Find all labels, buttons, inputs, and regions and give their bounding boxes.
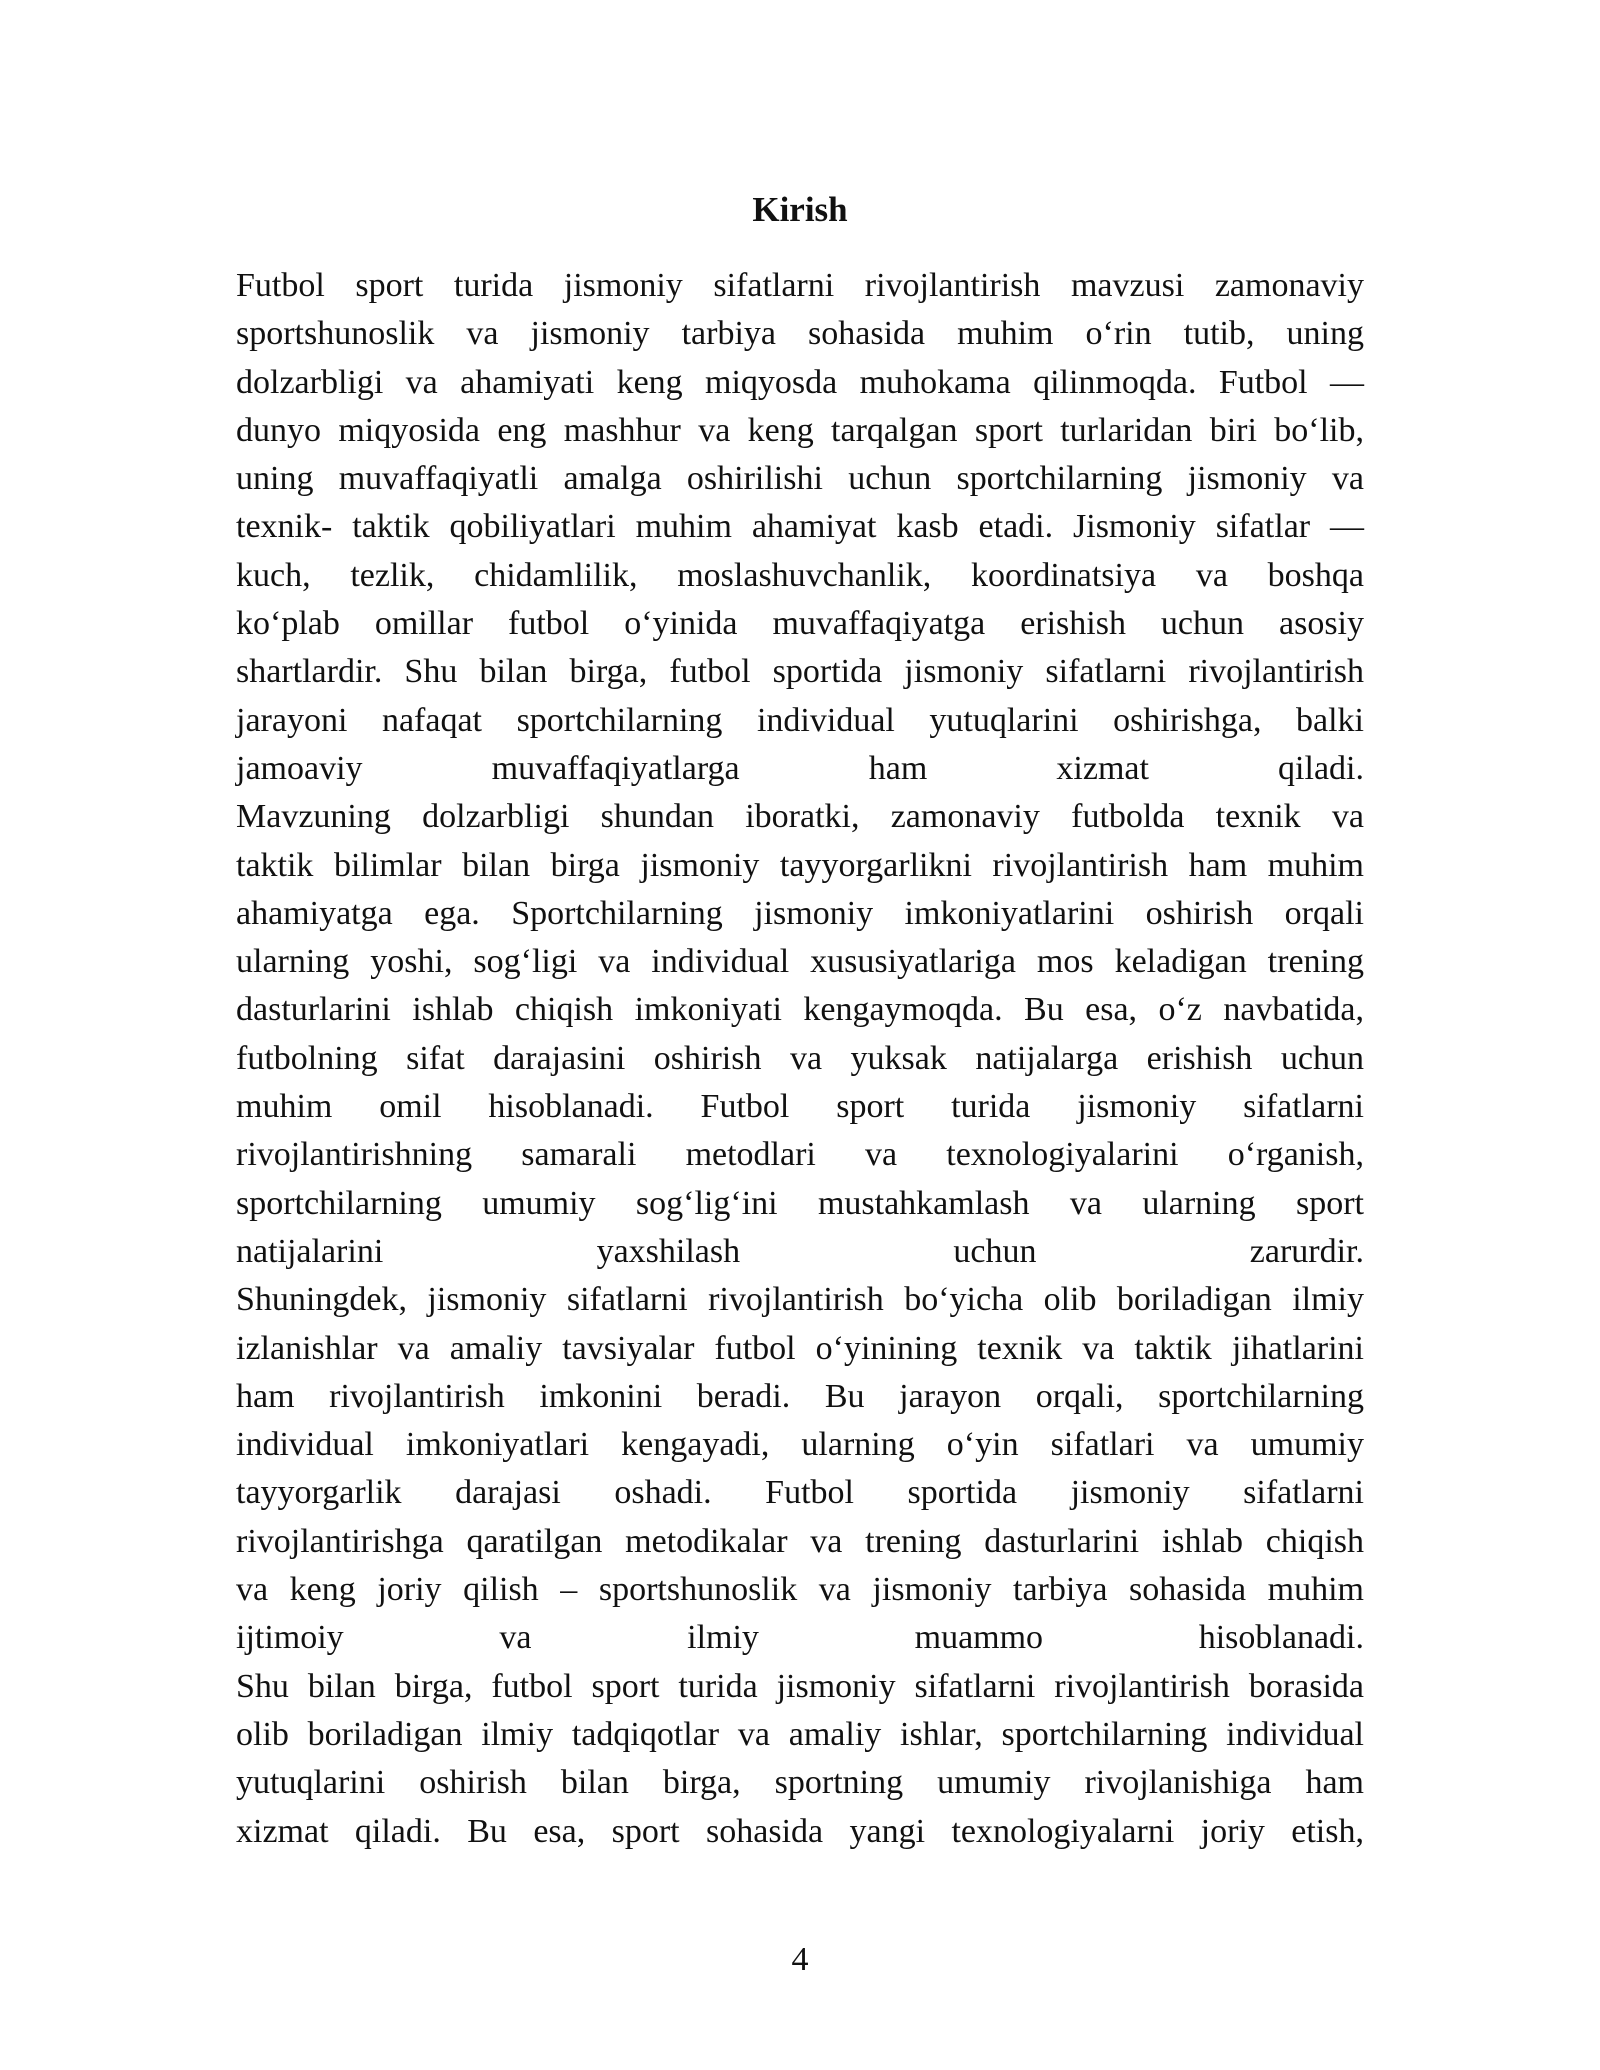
text-line: rivojlantirishning samarali metodlari va texnologiyalarini o‘rganish,: [236, 1136, 1364, 1174]
page-number: 4: [791, 1941, 809, 1978]
text-line: Shu bilan birga, futbol sport turida jismoniy sifatlarni rivojlantirish borasida: [236, 1667, 1364, 1705]
text-line: sportshunoslik va jismoniy tarbiya sohasida muhim o‘rin tutib, uning: [236, 315, 1364, 353]
text-line: va keng joriy qilish – sportshunoslik va jismoniy tarbiya sohasida muhim: [236, 1571, 1364, 1609]
text-line: izlanishlar va amaliy tavsiyalar futbol o‘yinining texnik va taktik jihatlarini: [236, 1329, 1364, 1367]
text-line: ham rivojlantirish imkonini beradi. Bu jarayon orqali, sportchilarning: [236, 1377, 1364, 1415]
text-line: tayyorgarlik darajasi oshadi. Futbol sportida jismoniy sifatlarni: [236, 1474, 1364, 1512]
text-line: olib boriladigan ilmiy tadqiqotlar va amaliy ishlar, sportchilarning individual: [236, 1715, 1364, 1753]
text-line: muhim omil hisoblanadi. Futbol sport turida jismoniy sifatlarni: [236, 1088, 1364, 1126]
text-line: kuch, tezlik, chidamlilik, moslashuvchanlik, koordinatsiya va boshqa: [236, 556, 1364, 594]
text-line: Shuningdek, jismoniy sifatlarni rivojlantirish bo‘yicha olib boriladigan ilmiy: [236, 1281, 1364, 1319]
page-title: Kirish: [752, 190, 848, 229]
text-line: dasturlarini ishlab chiqish imkoniyati kengaymoqda. Bu esa, o‘z navbatida,: [236, 991, 1364, 1029]
text-line: individual imkoniyatlari kengayadi, ularning o‘yin sifatlari va umumiy: [236, 1426, 1364, 1464]
text-line: taktik bilimlar bilan birga jismoniy tayyorgarlikni rivojlantirish ham muhim: [236, 846, 1364, 884]
text-line: ahamiyatga ega. Sportchilarning jismoniy imkoniyatlarini oshirish orqali: [236, 894, 1364, 932]
text-line: ularning yoshi, sog‘ligi va individual xususiyatlariga mos keladigan trening: [236, 943, 1364, 981]
text-line: sportchilarning umumiy sog‘lig‘ini mustahkamlash va ularning sport: [236, 1184, 1364, 1222]
text-line: jarayoni nafaqat sportchilarning individual yutuqlarini oshirishga, balki: [236, 701, 1364, 739]
body-text: [236, 262, 1364, 1856]
text-line: uning muvaffaqiyatli amalga oshirilishi uchun sportchilarning jismoniy va: [236, 460, 1364, 498]
text-line: ko‘plab omillar futbol o‘yinida muvaffaqiyatga erishish uchun asosiy: [236, 605, 1364, 643]
text-line: ijtimoiy va ilmiy muammo hisoblanadi.: [236, 1619, 1364, 1657]
text-line: texnik- taktik qobiliyatlari muhim ahamiyat kasb etadi. Jismoniy sifatlar —: [236, 508, 1364, 546]
text-line: yutuqlarini oshirish bilan birga, sportning umumiy rivojlanishiga ham: [236, 1764, 1364, 1802]
text-line: Mavzuning dolzarbligi shundan iboratki, zamonaviy futbolda texnik va: [236, 798, 1364, 836]
text-line: Futbol sport turida jismoniy sifatlarni rivojlantirish mavzusi zamonaviy: [236, 267, 1364, 304]
text-line: dolzarbligi va ahamiyati keng miqyosda muhokama qilinmoqda. Futbol —: [236, 363, 1364, 401]
text-line: xizmat qiladi. Bu esa, sport sohasida yangi texnologiyalarni joriy etish,: [236, 1812, 1364, 1850]
text-line: dunyo miqyosida eng mashhur va keng tarqalgan sport turlaridan biri bo‘lib,: [236, 411, 1364, 449]
text-line: rivojlantirishga qaratilgan metodikalar va trening dasturlarini ishlab chiqish: [236, 1522, 1364, 1560]
text-line: jamoaviy muvaffaqiyatlarga ham xizmat qiladi.: [236, 749, 1364, 787]
text-line: natijalarini yaxshilash uchun zarurdir.: [236, 1232, 1364, 1270]
text-line: futbolning sifat darajasini oshirish va yuksak natijalarga erishish uchun: [236, 1039, 1364, 1077]
text-line: shartlardir. Shu bilan birga, futbol sportida jismoniy sifatlarni rivojlantirish: [236, 653, 1364, 691]
